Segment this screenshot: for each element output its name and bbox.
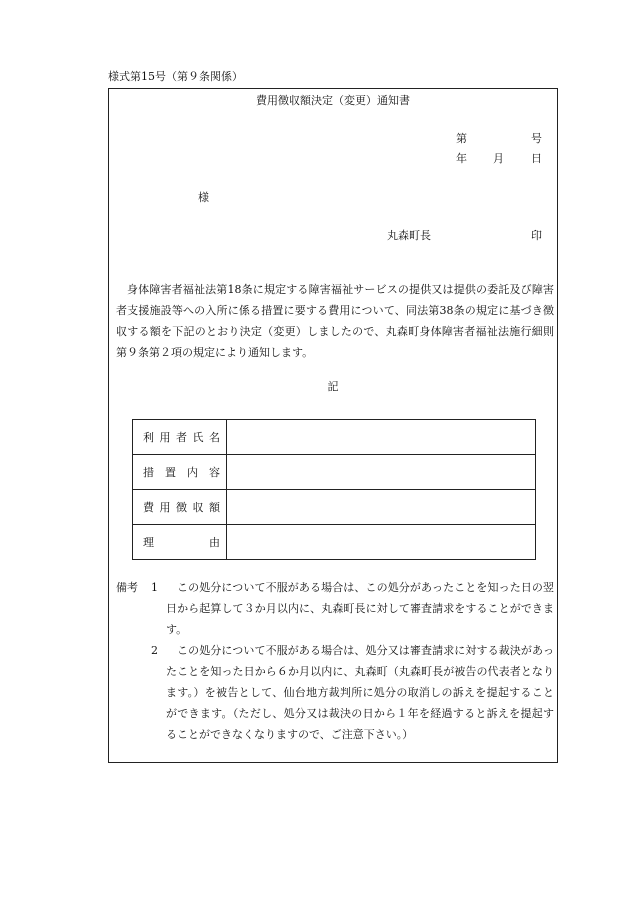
row-label: 措 置 内 容	[133, 455, 227, 490]
row-label: 利 用 者 氏 名	[133, 420, 227, 455]
issuer-name: 丸森町長	[387, 229, 431, 242]
remark-item	[151, 640, 554, 745]
remark-number: 2	[151, 644, 158, 657]
notice-body: 身体障害者福祉法第18条に規定する障害福祉サービスの提供又は提供の委託及び障害者支援施設等への入所に係る措置に要する費用について、同法第38条の規定に基づき徴収する額を下記のとおり決定（変更）しましたので、丸森町身体障害者福祉法施行細則第９条第２項の規定により通知します。	[116, 283, 554, 359]
recipient-suffix: 様	[198, 191, 209, 204]
row-value[interactable]	[227, 525, 536, 560]
seal-mark: 印	[531, 229, 542, 242]
table-row	[133, 420, 536, 455]
row-label: 理 由	[133, 525, 227, 560]
date-year: 年	[456, 152, 467, 165]
remark-number: 1	[151, 581, 158, 594]
remark-text: この処分について不服がある場合は、この処分があったことを知った日の翌日から起算して３か月以内に、丸森町長に対して審査請求をすることができます。	[166, 581, 554, 636]
remarks-label: 備考	[116, 581, 138, 594]
document-title: 費用徴収額決定（変更）通知書	[256, 94, 410, 107]
notice-frame	[108, 88, 558, 763]
row-value[interactable]	[227, 490, 536, 525]
row-value[interactable]	[227, 420, 536, 455]
table-row	[133, 490, 536, 525]
row-label: 費 用 徴 収 額	[133, 490, 227, 525]
date-month: 月	[493, 152, 504, 165]
remark-text: この処分について不服がある場合は、処分又は審査請求に対する裁決があったことを知った日から６か月以内に、丸森町（丸森町長が被告の代表者となります。）を被告として、仙台地方裁判所に処分の取消しの訴えを提起することができます。（ただし、処分又は裁決の日から１年を経過すると訴えを提起することができなくなりますので、ご注意下さい。）	[166, 644, 554, 741]
table-row	[133, 525, 536, 560]
table-row	[133, 455, 536, 490]
number-prefix: 第	[456, 132, 467, 145]
ki-heading: 記	[327, 380, 339, 393]
number-suffix: 号	[531, 132, 542, 145]
row-value[interactable]	[227, 455, 536, 490]
details-table	[132, 419, 536, 560]
remark-item	[151, 577, 554, 640]
form-number: 様式第15号（第９条関係）	[108, 70, 243, 83]
date-day: 日	[531, 152, 542, 165]
